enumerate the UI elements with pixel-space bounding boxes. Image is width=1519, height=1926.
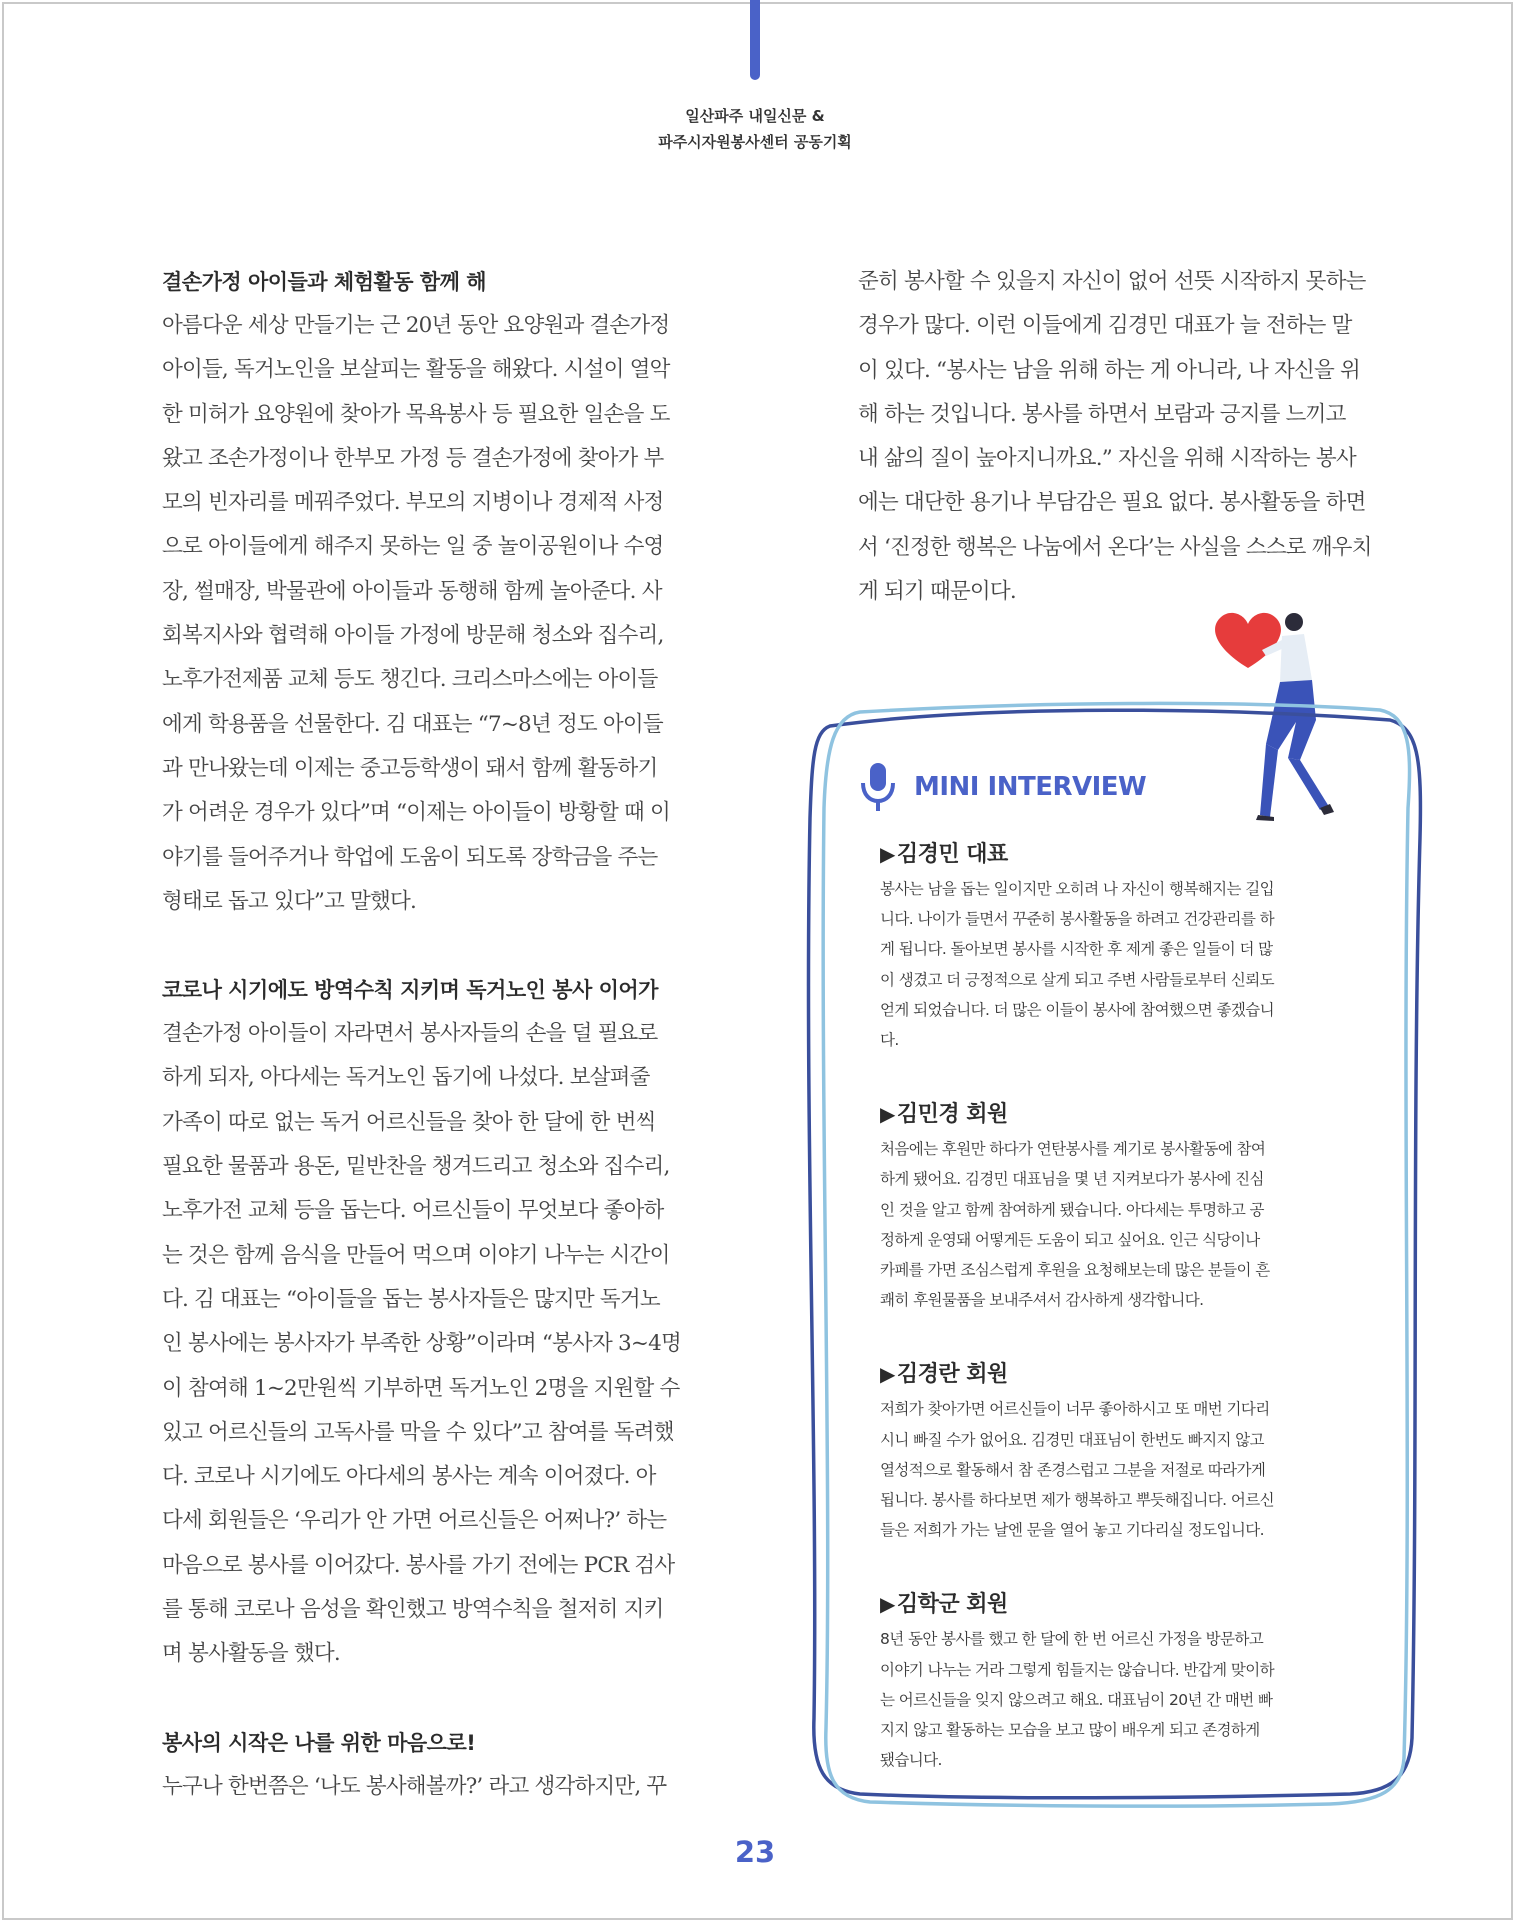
text-line: 서 ‘진정한 행복은 나눔에서 온다’는 사실을 스스로 깨우치: [858, 534, 1372, 560]
section-body: [162, 1765, 727, 1809]
text-line: 는 것은 함께 음식을 만들어 먹으며 이야기 나누는 시간이: [162, 1242, 670, 1268]
quote-line: 봉사는 남을 돕는 일이지만 오히려 나 자신이 행복해지는 길입: [880, 880, 1274, 898]
quote-line: 8년 동안 봉사를 했고 한 달에 한 번 어르신 가정을 방문하고: [880, 1630, 1264, 1649]
text-line: 에게 학용품을 선물한다. 김 대표는 “7~8년 정도 아이들: [162, 711, 663, 737]
quote-line: 이 생겼고 더 긍정적으로 살게 되고 주변 사람들로부터 신뢰도: [880, 970, 1274, 989]
left-column: [162, 260, 727, 1809]
quote-line: 됩니다. 봉사를 하다보면 제가 행복하고 뿌듯해집니다. 어르신: [880, 1491, 1274, 1510]
page-number: 23: [734, 1835, 776, 1869]
quote-line: 인 것을 알고 함께 참여하게 됐습니다. 아다세는 투명하고 공: [880, 1200, 1264, 1219]
interview-entry: [880, 1355, 1350, 1545]
interviewee-name: [880, 1585, 1350, 1624]
text-line: 며 봉사활동을 했다.: [162, 1641, 340, 1667]
section-heading: 봉사의 시작은 나를 위한 마음으로!: [162, 1730, 476, 1755]
text-line: 다. 코로나 시기에도 아다세의 봉사는 계속 이어졌다. 아: [162, 1464, 656, 1490]
section-body: [162, 304, 727, 924]
section-heading: 결손가정 아이들과 체험활동 함께 해: [162, 270, 487, 294]
text-line: 해 하는 것입니다. 봉사를 하면서 보람과 긍지를 느끼고: [858, 401, 1346, 427]
text-line: 누구나 한번쯤은 ‘나도 봉사해볼까?’ 라고 생각하지만, 꾸: [162, 1773, 667, 1799]
interview-entry: [880, 835, 1350, 1055]
text-line: 장, 썰매장, 박물관에 아이들과 동행해 함께 놀아준다. 사: [162, 578, 662, 604]
text-line: 게 되기 때문이다.: [858, 579, 1016, 605]
interviewee-name-text: 김경란 회원: [896, 1362, 1008, 1388]
text-line: 필요한 물품과 용돈, 밑반찬을 챙겨드리고 청소와 집수리,: [162, 1154, 670, 1180]
right-body: [858, 260, 1418, 614]
text-line: 인 봉사에는 봉사자가 부족한 상황”이라며 “봉사자 3~4명: [162, 1331, 681, 1357]
text-line: 형태로 돕고 있다”고 말했다.: [162, 888, 416, 914]
text-line: 준히 봉사할 수 있을지 자신이 없어 선뜻 시작하지 못하는: [858, 269, 1366, 294]
text-line: 다. 김 대표는 “아이들을 돕는 봉사자들은 많지만 독거노: [162, 1286, 660, 1312]
text-line: 다세 회원들은 ‘우리가 안 가면 어르신들은 어쩌나?’ 하는: [162, 1508, 667, 1534]
interviewee-name-text: 김경민 대표: [896, 842, 1008, 867]
text-line: 경우가 많다. 이런 이들에게 김경민 대표가 늘 전하는 말: [858, 313, 1352, 339]
quote-line: 는 어르신들을 잊지 않으려고 해요. 대표님이 20년 간 매번 빠: [880, 1690, 1273, 1709]
quote-line: 얻게 되었습니다. 더 많은 이들이 봉사에 참여했으면 좋겠습니: [880, 1000, 1274, 1019]
triangle-marker-icon: ▶: [880, 1362, 895, 1387]
text-line: 회복지사와 협력해 아이들 가정에 방문해 청소와 집수리,: [162, 623, 664, 649]
text-line: 를 통해 코로나 음성을 확인했고 방역수칙을 철저히 지키: [162, 1597, 664, 1623]
interview-title-text: MINI INTERVIEW: [914, 772, 1147, 802]
quote-line: 됐습니다.: [880, 1751, 942, 1770]
text-line: 가 어려운 경우가 있다”며 “이제는 아이들이 방황할 때 이: [162, 800, 670, 826]
interviewee-name-text: 김학군 회원: [896, 1592, 1008, 1618]
quote-line: 쾌히 후원물품을 보내주셔서 감사하게 생각합니다.: [880, 1291, 1204, 1310]
text-line: 왔고 조손가정이나 한부모 가정 등 결손가정에 찾아가 부: [162, 445, 664, 471]
interview-entry: [880, 1585, 1350, 1775]
quote-line: 시니 빠질 수가 없어요. 김경민 대표님이 한번도 빠지지 않고: [880, 1430, 1264, 1449]
text-line: 노후가전제품 교체 등도 챙긴다. 크리스마스에는 아이들: [162, 667, 658, 693]
interview-entries: [880, 835, 1350, 1775]
text-line: 내 삶의 질이 높아지니까요.” 자신을 위해 시작하는 봉사: [858, 446, 1356, 472]
page-header: [560, 103, 950, 155]
text-line: 에는 대단한 용기나 부담감은 필요 없다. 봉사활동을 하면: [858, 490, 1366, 516]
quote-line: 하게 됐어요. 김경민 대표님을 몇 년 지켜보다가 봉사에 진심: [880, 1170, 1264, 1189]
text-line: 있고 어르신들의 고독사를 막을 수 있다”고 참여를 독려했: [162, 1419, 674, 1445]
microphone-icon: [858, 761, 898, 813]
text-line: 이 있다. “봉사는 남을 위해 하는 게 아니라, 나 자신을 위: [858, 357, 1360, 383]
heart-icon: [1215, 613, 1281, 668]
section-body: [162, 1012, 727, 1676]
triangle-marker-icon: ▶: [880, 1102, 895, 1127]
text-line: 모의 빈자리를 메꿔주었다. 부모의 지병이나 경제적 사정: [162, 490, 664, 516]
text-line: 으로 아이들에게 해주지 못하는 일 중 놀이공원이나 수영: [162, 534, 664, 560]
quote-line: 게 됩니다. 돌아보면 봉사를 시작한 후 제게 좋은 일들이 더 많: [880, 940, 1273, 959]
triangle-marker-icon: ▶: [880, 842, 895, 866]
text-line: 마음으로 봉사를 이어갔다. 봉사를 가기 전에는 PCR 검사: [162, 1552, 675, 1578]
triangle-marker-icon: ▶: [880, 1592, 895, 1617]
text-line: 과 만나왔는데 이제는 중고등학생이 돼서 함께 활동하기: [162, 755, 658, 781]
text-line: 이 참여해 1~2만원씩 기부하면 독거노인 2명을 지원할 수: [162, 1375, 680, 1401]
text-line: 결손가정 아이들이 자라면서 봉사자들의 손을 덜 필요로: [162, 1021, 658, 1047]
right-column: [858, 260, 1418, 614]
text-line: 아름다운 세상 만들기는 근 20년 동안 요양원과 결손가정: [162, 313, 670, 338]
interview-entry: [880, 1095, 1350, 1315]
quote-line: 다.: [880, 1031, 899, 1050]
quote-line: 들은 저희가 가는 날엔 문을 열어 놓고 기다리실 정도입니다.: [880, 1521, 1264, 1540]
text-line: 노후가전 교체 등을 돕는다. 어르신들이 무엇보다 좋아하: [162, 1198, 664, 1224]
quote-line: 니다. 나이가 들면서 꾸준히 봉사활동을 하려고 건강관리를 하: [880, 910, 1274, 929]
quote-line: 이야기 나누는 거라 그렇게 힘들지는 않습니다. 반갑게 맞이하: [880, 1660, 1274, 1679]
header-line-1: 일산파주 내일신문 &: [685, 107, 825, 125]
text-line: 야기를 들어주거나 학업에 도움이 되도록 장학금을 주는: [162, 844, 658, 870]
quote-line: 열성적으로 활동해서 참 존경스럽고 그분을 저절로 따라가게: [880, 1460, 1266, 1479]
text-line: 아이들, 독거노인을 보살피는 활동을 해왔다. 시설이 열악: [162, 357, 670, 383]
top-accent-bar: [750, 0, 760, 80]
interviewee-name: [880, 835, 1350, 874]
header-line-2: 파주시자원봉사센터 공동기획: [658, 133, 852, 151]
text-line: 가족이 따로 없는 독거 어르신들을 찾아 한 달에 한 번씩: [162, 1109, 656, 1135]
text-line: 한 미허가 요양원에 찾아가 목욕봉사 등 필요한 일손을 도: [162, 401, 670, 427]
interviewee-name: [880, 1355, 1350, 1394]
interviewee-name-text: 김민경 회원: [896, 1102, 1008, 1128]
quote-line: 정하게 운영돼 어떻게든 도움이 되고 싶어요. 인근 식당이나: [880, 1230, 1260, 1249]
quote-line: 카페를 가면 조심스럽게 후원을 요청해보는데 많은 분들이 흔: [880, 1261, 1270, 1280]
section-heading: 코로나 시기에도 방역수칙 지키며 독거노인 봉사 이어가: [162, 978, 658, 1003]
interviewee-name: [880, 1095, 1350, 1134]
quote-line: 저희가 찾아가면 어르신들이 너무 좋아하시고 또 매번 기다리: [880, 1400, 1270, 1419]
interview-title: [858, 762, 1146, 812]
quote-line: 지지 않고 활동하는 모습을 보고 많이 배우게 되고 존경하게: [880, 1721, 1260, 1740]
quote-line: 처음에는 후원만 하다가 연탄봉사를 계기로 봉사활동에 참여: [880, 1140, 1266, 1159]
text-line: 하게 되자, 아다세는 독거노인 돕기에 나섰다. 보살펴줄: [162, 1065, 650, 1091]
